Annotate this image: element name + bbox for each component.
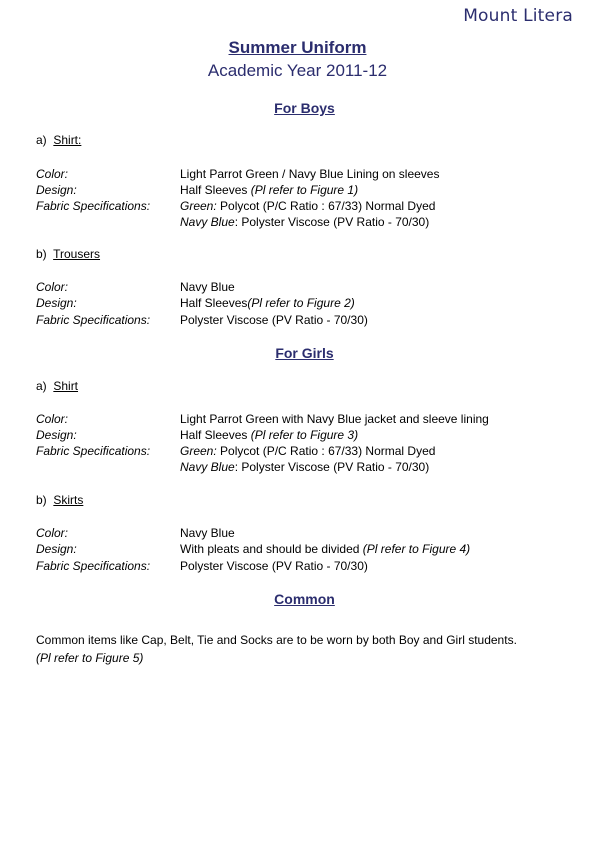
design-value: Half Sleeves [180,296,248,310]
fabric-value-wrap [180,443,435,459]
design-note: (Pl refer to Figure 1) [250,183,359,197]
design-value-wrap [180,541,470,557]
design-value-wrap [180,182,358,198]
color-label: Color: [36,526,69,540]
girls-skirts-index: b) [36,493,47,507]
girls-shirt-index: a) [36,379,47,393]
color-label: Color: [36,412,69,426]
fabric-value: : Polyster Viscose (PV Ratio - 70/30) [234,460,430,474]
design-note: (Pl refer to Figure 3) [250,428,359,442]
page-subtitle: Academic Year 2011-12 [207,61,388,80]
fabric-label: Fabric Specifications: [36,199,151,213]
fabric-value: Polycot (P/C Ratio : 67/33) Normal Dyed [220,444,436,458]
section-heading-boys: For Boys [274,100,335,116]
design-label: Design: [36,542,77,556]
fabric-value-wrap [180,214,429,230]
design-value: Half Sleeves [180,428,248,442]
design-label: Design: [36,296,77,310]
boys-shirt-index: a) [36,133,47,147]
fabric-value-wrap [180,459,429,475]
fabric-value: : Polyster Viscose (PV Ratio - 70/30) [234,215,430,229]
design-note: (Pl refer to Figure 2) [247,296,355,310]
fabric-value: Polyster Viscose (PV Ratio - 70/30) [180,559,368,573]
girls-shirt-heading [36,379,78,393]
color-value: Light Parrot Green / Navy Blue Lining on sleeves [180,167,440,181]
common-paragraph [36,631,573,667]
section-heading-common: Common [274,591,335,607]
boys-trousers-heading [36,247,100,261]
boys-shirt-heading [36,133,81,147]
fabric-prefix: Green: [180,199,217,213]
design-label: Design: [36,183,77,197]
design-value-wrap [180,427,358,443]
color-label: Color: [36,280,69,294]
boys-trousers-index: b) [36,247,47,261]
color-label: Color: [36,167,69,181]
design-note: (Pl refer to Figure 4) [362,542,471,556]
fabric-label: Fabric Specifications: [36,559,151,573]
fabric-prefix: Navy Blue [180,215,235,229]
color-value: Light Parrot Green with Navy Blue jacket and sleeve lining [180,412,489,426]
design-value: With pleats and should be divided [180,542,360,556]
boys-shirt-name: Shirt: [53,133,82,147]
section-heading-girls: For Girls [275,345,334,361]
design-value: Half Sleeves [180,183,248,197]
fabric-value: Polycot (P/C Ratio : 67/33) Normal Dyed [220,199,436,213]
color-value: Navy Blue [180,280,235,294]
fabric-prefix: Green: [180,444,217,458]
girls-shirt-name: Shirt [53,379,79,393]
girls-skirts-name: Skirts [53,493,84,507]
girls-skirts-heading [36,493,83,507]
fabric-value-wrap [180,198,435,214]
design-value-wrap [180,295,355,311]
design-label: Design: [36,428,77,442]
fabric-label: Fabric Specifications: [36,444,151,458]
fabric-label: Fabric Specifications: [36,313,151,327]
boys-trousers-name: Trousers [53,247,101,261]
color-value: Navy Blue [180,526,235,540]
common-text: Common items like Cap, Belt, Tie and Socks are to be worn by both Boy and Girl students. [36,633,517,647]
common-note: (Pl refer to Figure 5) [36,651,144,665]
fabric-prefix: Navy Blue [180,460,235,474]
logo: Mount Litera [463,6,573,26]
page-title: Summer Uniform [228,38,367,57]
fabric-value: Polyster Viscose (PV Ratio - 70/30) [180,313,368,327]
